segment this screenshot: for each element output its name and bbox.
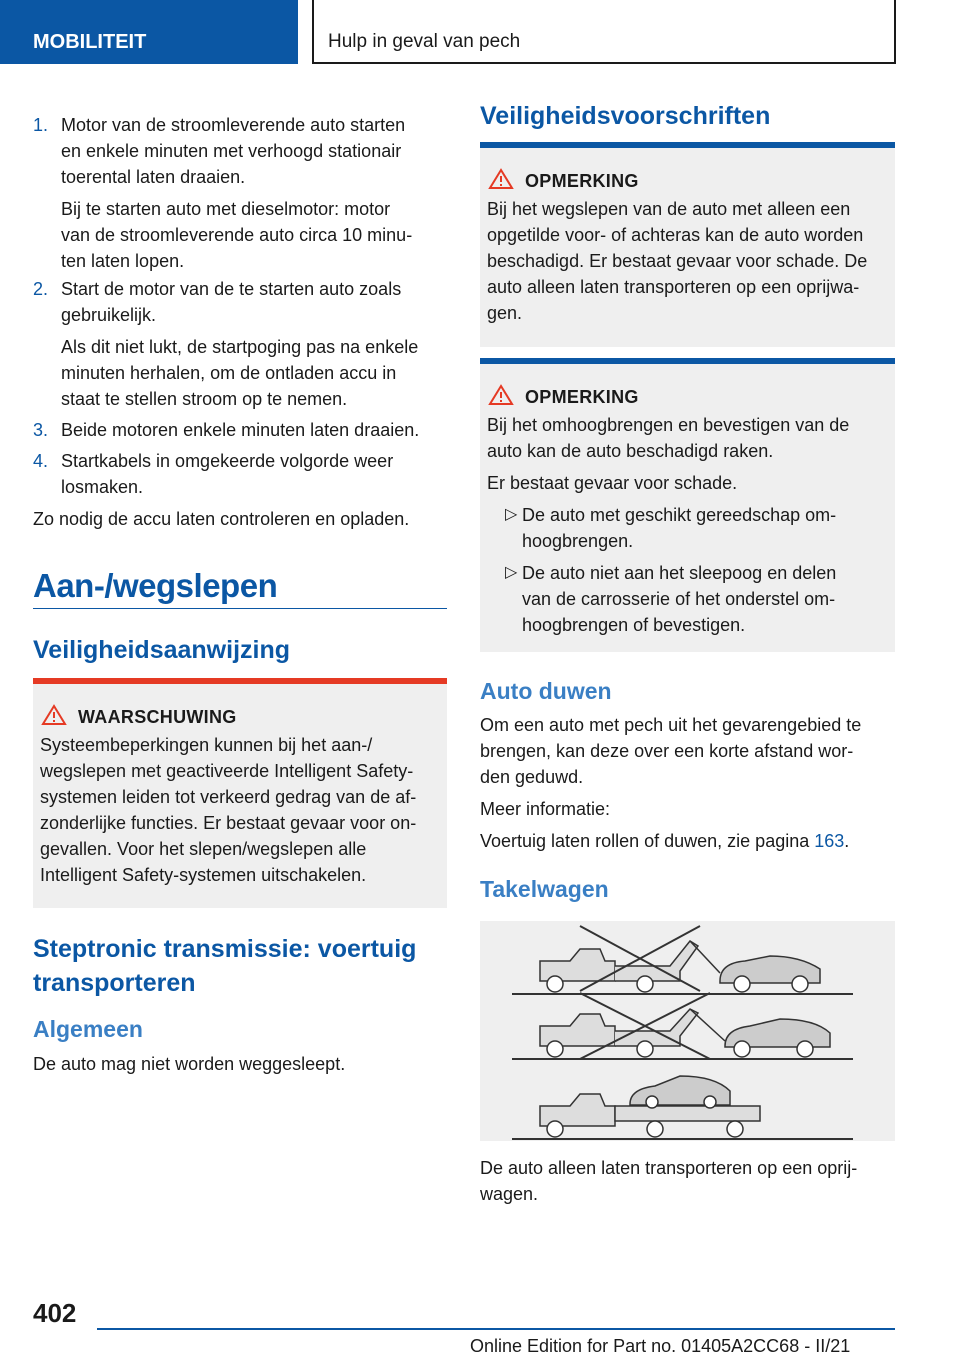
note-line: Bij het wegslepen van de auto met alleen een (487, 199, 851, 219)
push-heading: Auto duwen (480, 678, 612, 704)
caption-line: De auto alleen laten transporteren op een oprij- (480, 1158, 858, 1178)
bullet-line: hoogbrengen. (522, 531, 634, 551)
push-line: Om een auto met pech uit het gevarengebied te (480, 715, 862, 735)
page-number: 402 (33, 1298, 77, 1328)
note-bullet-2 (487, 560, 888, 638)
step-number: 2. (33, 279, 49, 299)
step-number: 3. (33, 420, 49, 440)
caption-line: wagen. (480, 1184, 539, 1204)
step-line: en enkele minuten met verhoogd stationair (61, 141, 402, 161)
general-text: De auto mag niet worden weggesleept. (33, 1054, 346, 1074)
caution-triangle-icon (488, 384, 514, 406)
chapter-title: Hulp in geval van pech (312, 0, 896, 64)
step-line: losmaken. (61, 477, 144, 497)
steptronic-heading-line: Steptronic transmissie: voertuig (33, 935, 417, 963)
push-line: den geduwd. (480, 767, 584, 787)
warning-line: Intelligent Safety-systemen uitschakelen. (40, 865, 367, 885)
edition-text: Online Edition for Part no. 01405A2CC68 - II/21 (470, 1336, 851, 1356)
push-line: brengen, kan deze over een korte afstand wor- (480, 741, 854, 761)
tow-illustration (480, 921, 895, 1141)
steptronic-heading (33, 932, 447, 1000)
more-info-text: Meer informatie: (480, 799, 611, 819)
note2-box (480, 364, 895, 652)
warning-triangle-icon (41, 704, 67, 726)
note-title: OPMERKING (525, 171, 639, 191)
step-line: Beide motoren enkele minuten laten draaien. (61, 420, 420, 440)
note-line: auto alleen laten transporteren op een oprijwa- (487, 277, 860, 297)
note1-box (480, 148, 895, 347)
warning-title: WAARSCHUWING (78, 707, 237, 727)
tow-truck-illustration (480, 921, 895, 1141)
bullet-line: van de carrosserie of het onderstel om- (522, 589, 836, 609)
bullet-line: hoogbrengen of bevestigen. (522, 615, 746, 635)
caution-triangle-icon (488, 168, 514, 190)
after-steps-text: Zo nodig de accu laten controleren en opladen. (33, 509, 410, 529)
step-line: gebruikelijk. (61, 305, 157, 325)
note-title: OPMERKING (525, 387, 639, 407)
tow-caption (480, 1155, 895, 1207)
heading-rule (33, 608, 447, 609)
note-line: auto kan de auto beschadigd raken. (487, 441, 774, 461)
steps-list (33, 112, 447, 532)
step-line: Start de motor van de te starten auto zoals (61, 279, 402, 299)
step-sub-line: van de stroomleverende auto circa 10 minu- (61, 225, 413, 245)
rules-heading: Veiligheidsvoorschriften (480, 102, 771, 130)
page-link[interactable]: 163 (814, 831, 845, 851)
triangle-bullet-icon: ▷ (505, 506, 518, 523)
bullet-line: De auto met geschikt gereedschap om- (522, 505, 837, 525)
section-tab: MOBILITEIT (0, 0, 298, 64)
steptronic-heading-line: transporteren (33, 969, 196, 997)
step-line: Startkabels in omgekeerde volgorde weer (61, 451, 394, 471)
note-line: opgetilde voor- of achteras kan de auto worden (487, 225, 864, 245)
step-sub-line: minuten herhalen, om de ontladen accu in (61, 363, 397, 383)
safety-heading: Veiligheidsaanwijzing (33, 636, 291, 664)
warning-line: wegslepen met geactiveerde Intelligent Safety- (40, 761, 414, 781)
push-text (480, 712, 895, 854)
warning-line: gevallen. Voor het slepen/wegslepen alle (40, 839, 367, 859)
note-line: Bij het omhoogbrengen en bevestigen van de (487, 415, 850, 435)
step-number: 4. (33, 451, 49, 471)
general-heading: Algemeen (33, 1016, 143, 1042)
note-line: beschadigd. Er bestaat gevaar voor schade. De (487, 251, 868, 271)
section-heading: Aan-/wegslepen (33, 567, 278, 604)
step-line: Motor van de stroomleverende auto starten (61, 115, 406, 135)
step-sub-line: ten laten lopen. (61, 251, 185, 271)
warning-line: zonderlijke functies. Er bestaat gevaar voor on- (40, 813, 417, 833)
step-sub-line: Als dit niet lukt, de startpoging pas na enkele (61, 337, 419, 357)
warning-box (33, 684, 447, 908)
warning-line: systemen leiden tot verkeerd gedrag van de af- (40, 787, 417, 807)
footer-rule (97, 1328, 895, 1330)
see-page-text: Voertuig laten rollen of duwen, zie pagina 163. (480, 831, 850, 851)
note-line: Er bestaat gevaar voor schade. (487, 473, 738, 493)
note-bullet-1 (487, 502, 888, 554)
warning-line: Systeembeperkingen kunnen bij het aan-/ (40, 735, 373, 755)
step-sub-line: Bij te starten auto met dieselmotor: motor (61, 199, 391, 219)
note-line: gen. (487, 303, 523, 323)
step-number: 1. (33, 115, 49, 135)
bullet-line: De auto niet aan het sleepoog en delen (522, 563, 837, 583)
step-line: toerental laten draaien. (61, 167, 246, 187)
step-sub-line: staat te stellen stroom op te nemen. (61, 389, 348, 409)
tow-heading: Takelwagen (480, 876, 609, 902)
triangle-bullet-icon: ▷ (505, 564, 518, 581)
